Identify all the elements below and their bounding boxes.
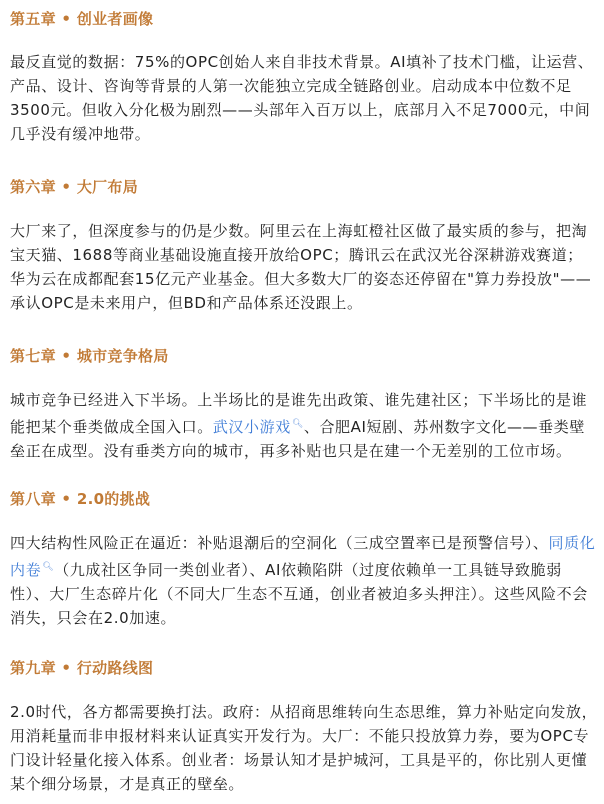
chapter-9-heading: 第九章 • 行动路线图 — [10, 659, 154, 677]
chapter-5-paragraph — [10, 50, 598, 146]
search-icon: 🔍︎ — [291, 419, 304, 429]
chapter-7-heading: 第七章 • 城市竞争格局 — [10, 347, 169, 365]
chapter-7-text — [10, 388, 598, 463]
chapter-7-paragraph — [10, 388, 598, 463]
chapter-6-heading: 第六章 • 大厂布局 — [10, 178, 139, 196]
chapter-8-text — [10, 531, 598, 630]
wuhan-minigame-link[interactable] — [213, 418, 304, 436]
chapter-8-text-before: 四大结构性风险正在逼近：补贴退潮后的空洞化（三成空置率已是预警信号）、 — [10, 534, 549, 552]
chapter-5-heading: 第五章 • 创业者画像 — [10, 10, 154, 28]
chapter-6-paragraph — [10, 219, 598, 315]
search-icon: 🔍︎ — [42, 562, 55, 572]
chapter-7-text-before: 城市竞争已经进入下半场。上半场比的是谁先出政策、谁先建社区；下半场比的是谁能把某个垂类做成全国入口。 — [10, 391, 588, 436]
wuhan-minigame-link-label: 武汉小游戏 — [212, 418, 291, 436]
chapter-8-text-after: （九成社区争同一类创业者）、AI依赖陷阱（过度依赖单一工具链导致脆弱性）、大厂生态碎片化（不同大厂生态不互通，创业者被迫多头押注）。这些风险不会消失，只会在2.0加速。 — [10, 561, 588, 627]
chapter-7-text-after: 、合肥AI短剧、苏州数字文化——垂类壁垒正在成型。没有垂类方向的城市，再多补贴也只是在建一个无差别的工位市场。 — [10, 418, 585, 460]
chapter-6-text: 大厂来了，但深度参与的仍是少数。阿里云在上海虹橙社区做了最实质的参与，把淘宝天猫、1688等商业基础设施直接开放给OPC；腾讯云在武汉光谷深耕游戏赛道；华为云在成都配套15亿元产业基金。但大多数大厂的姿态还停留在"算力券投放"——承认OPC是未来用户，但BD和产品体系还没跟上。 — [10, 222, 592, 312]
chapter-9-text: 2.0时代，各方都需要换打法。政府：从招商思维转向生态思维，算力补贴定向发放，用消耗量而非申报材料来认证真实开发行为。大厂：不能只投放算力券，要为OPC专门设计轻量化接入体系。创业者：场景认知才是护城河，工具是平的，你比别人更懂某个细分场景，才是真正的壁垒。 — [10, 703, 598, 793]
chapter-8-heading: 第八章 • 2.0的挑战 — [10, 490, 151, 508]
homogeneous-involution-link-label: 同质化内卷 — [10, 534, 596, 579]
chapter-9-paragraph — [10, 700, 598, 796]
chapter-8-paragraph — [10, 531, 598, 630]
chapter-5-text: 最反直觉的数据：75%的OPC创始人来自非技术背景。AI填补了技术门槛，让运营、产品、设计、咨询等背景的人第一次能独立完成全链路创业。启动成本中位数不足3500元。但收入分化极为剧烈——头部年入百万以上，底部月入不足7000元，中间几乎没有缓冲地带。 — [10, 53, 594, 143]
